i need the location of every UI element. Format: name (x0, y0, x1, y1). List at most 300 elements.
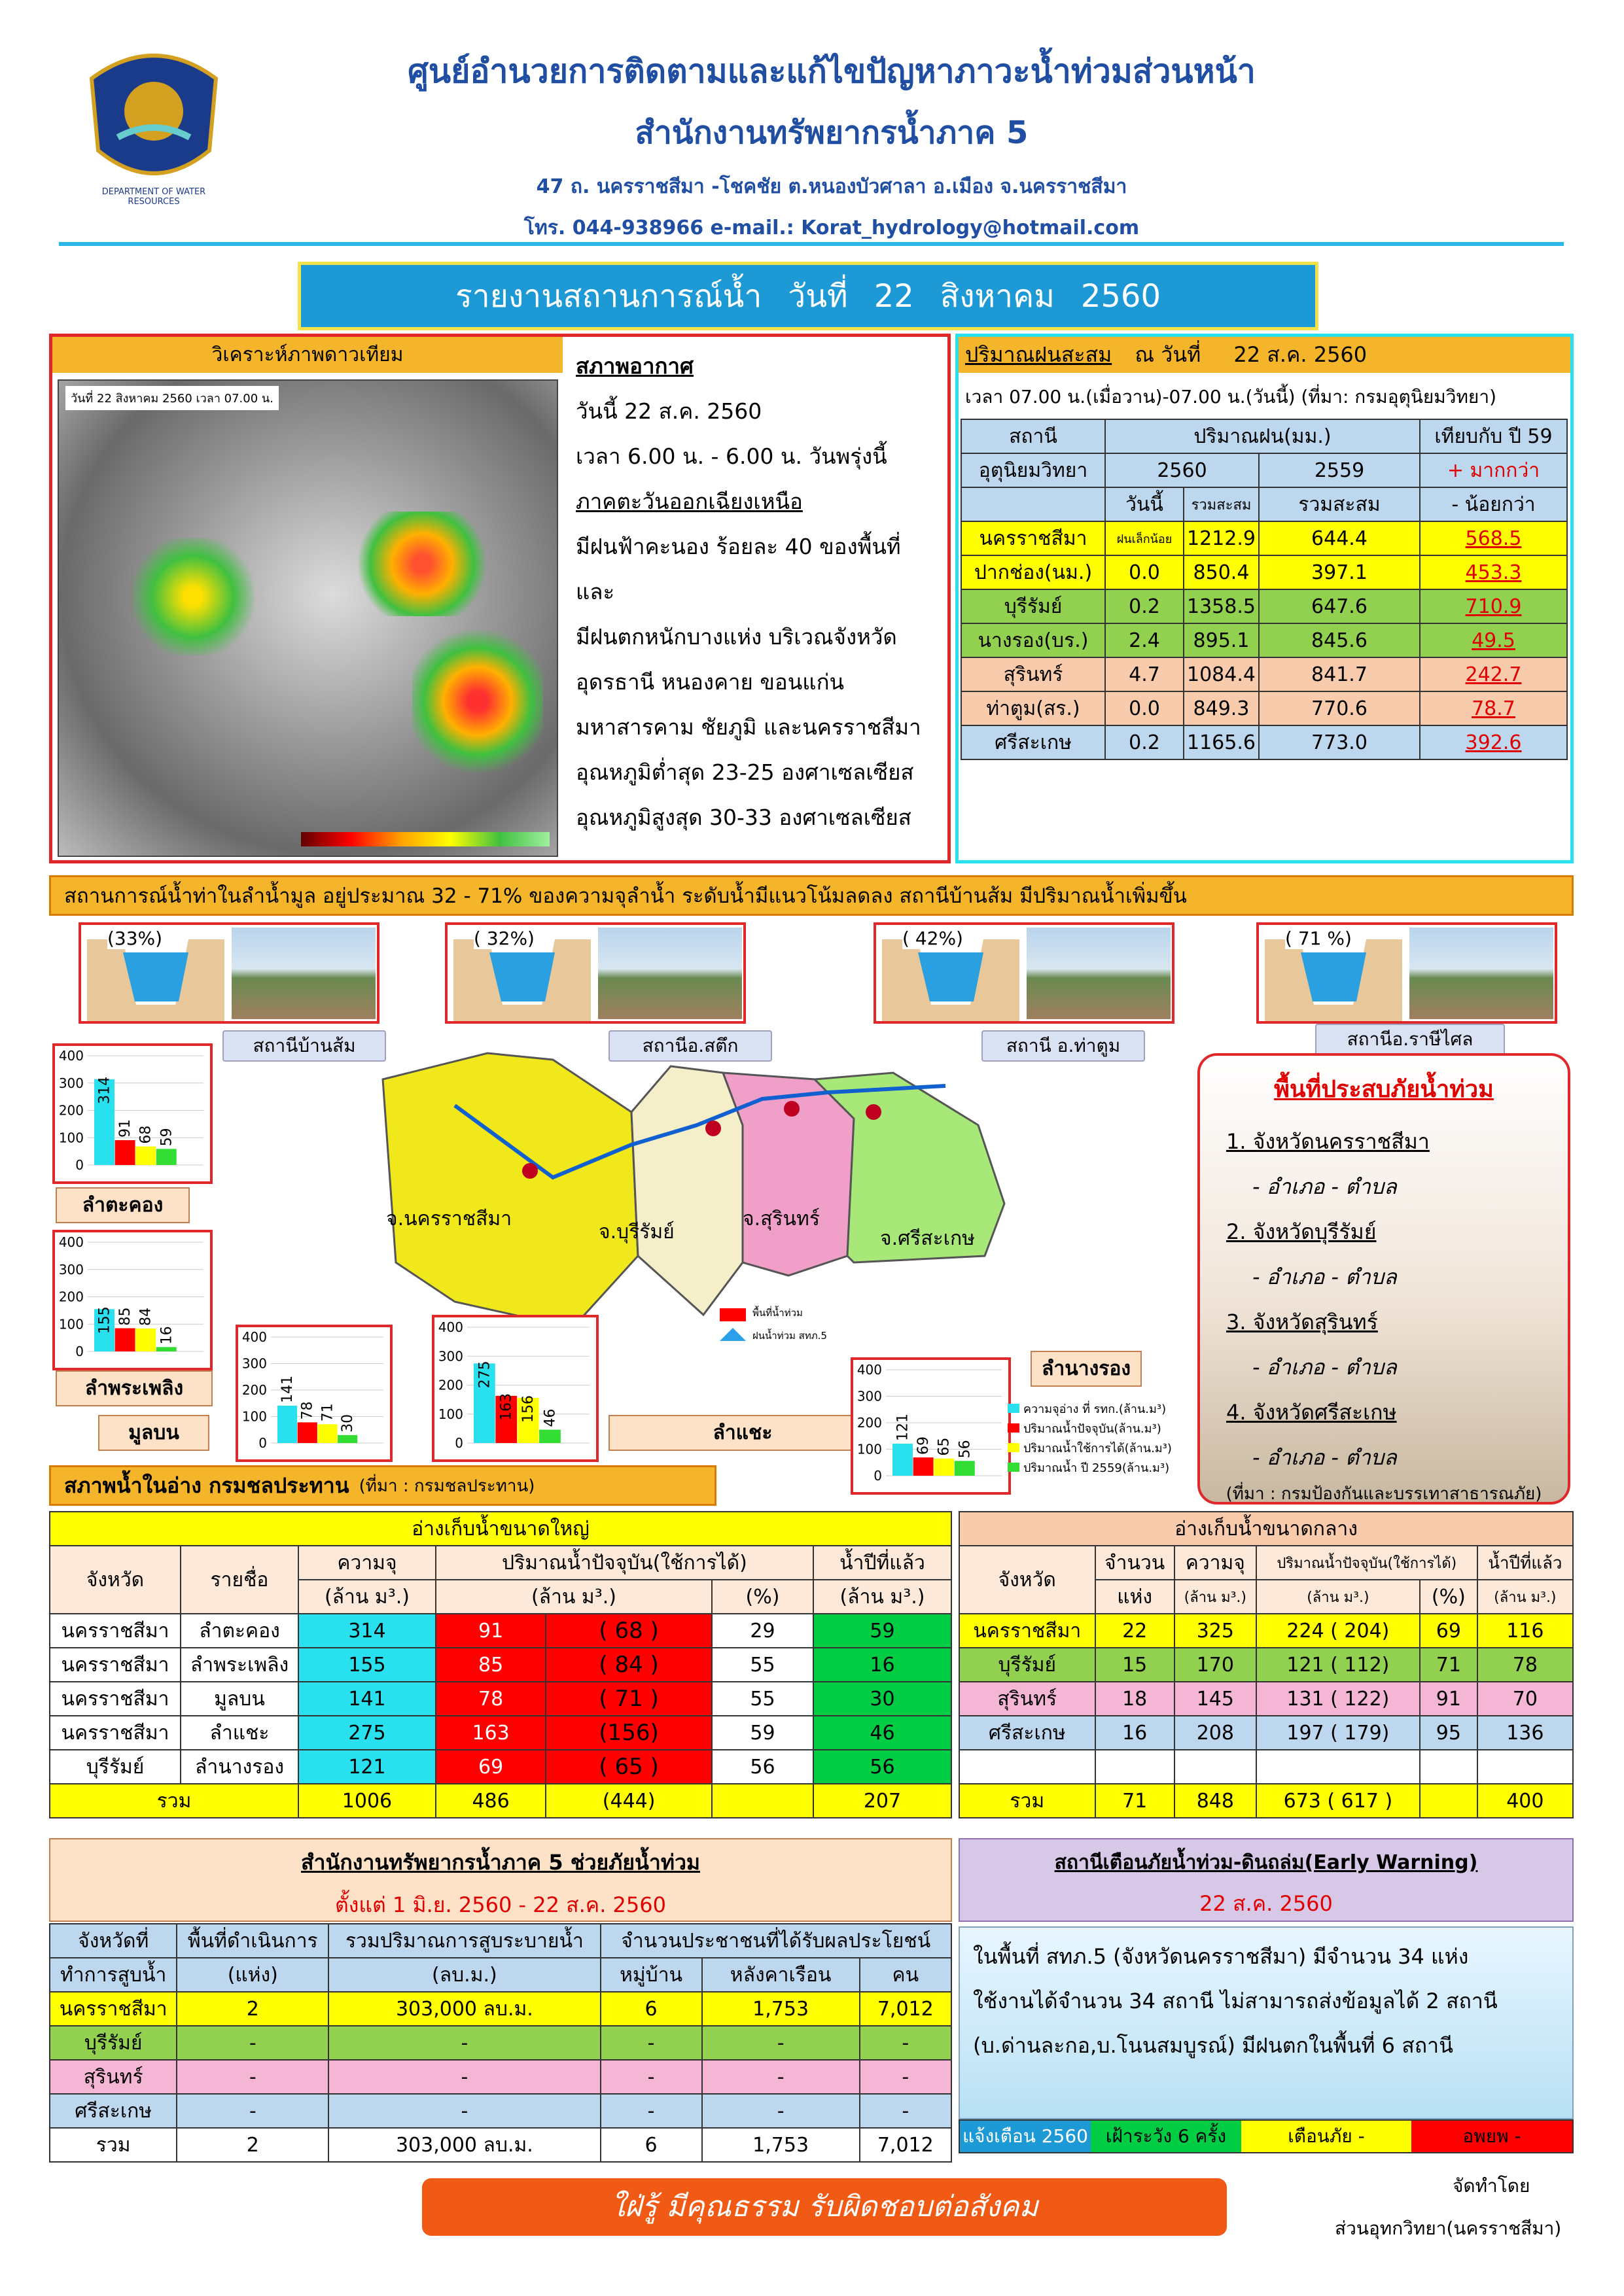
report-year: 2560 (1080, 277, 1161, 315)
relief-cell: สุรินทร์ (50, 2060, 177, 2094)
bar (338, 1435, 357, 1443)
relief-row (50, 2094, 951, 2128)
medium-dam-cell: 91 (1420, 1682, 1477, 1716)
medium-dam-cell: 95 (1420, 1716, 1477, 1750)
chart-title: ลำตะคอง (56, 1187, 190, 1223)
rain-cell: 770.6 (1259, 691, 1420, 725)
warn-bar-watch: เฝ้าระวัง 6 ครั้ง (1091, 2121, 1241, 2152)
medium-dam-row (959, 1682, 1573, 1716)
header-rule (59, 242, 1564, 246)
rain-cell: 78.7 (1420, 691, 1567, 725)
ld-h-pct: (%) (712, 1580, 813, 1614)
relief-cell: 7,012 (860, 2128, 951, 2162)
relief-cell: 303,000 ลบ.ม. (328, 2128, 600, 2162)
weather-line: อุณหภูมิต่ำสุด 23-25 องศาเซลเซียส (576, 759, 914, 785)
large-dam-row (50, 1614, 951, 1648)
rain-title (959, 337, 1570, 373)
medium-dam-title: อ่างเก็บน้ำขนาดกลาง (959, 1512, 1573, 1546)
tick-label: 100 (438, 1406, 463, 1422)
relief-cell: - (702, 2026, 860, 2060)
medium-dam-cell: 22 (1095, 1614, 1174, 1648)
rain-cell: 568.5 (1420, 521, 1567, 555)
station-box (79, 922, 380, 1024)
station-pct: ( 32%) (474, 928, 535, 949)
rl-h-4: รวมปริมาณการสูบระบายน้ำ (328, 1924, 600, 1958)
dam-title: สภาพน้ำในอ่าง กรมชลประทาน (64, 1472, 349, 1498)
medium-dam-cell: 208 (1174, 1716, 1256, 1750)
weather-line: เวลา 6.00 น. - 6.00 น. วันพรุ่งนี้ (576, 444, 887, 469)
large-dam-total-cell: 207 (813, 1784, 951, 1818)
rl-h-9: คน (860, 1958, 951, 1992)
station-photo (232, 928, 376, 1019)
medium-dam-cell: 131 ( 122) (1256, 1682, 1420, 1716)
ld-h-unit: (ล้าน ม³.) (298, 1580, 436, 1614)
large-dam-total (50, 1784, 951, 1818)
report-date-word: วันที่ (788, 277, 848, 315)
large-dam-total-empty (712, 1784, 813, 1818)
relief-row (50, 2128, 951, 2162)
medium-dam-total-cell: 848 (1174, 1784, 1256, 1818)
warn-bar-alert: เตือนภัย - (1241, 2121, 1411, 2152)
relief-cell: บุรีรัมย์ (50, 2026, 177, 2060)
rain-cell: 0.0 (1105, 691, 1184, 725)
rl-h-7: หมู่บ้าน (601, 1958, 702, 1992)
ld-h-name: รายชื่อ (181, 1546, 298, 1614)
legend-label: ความจุอ่าง ที่ รทก.(ล้าน.ม³) (1023, 1402, 1167, 1416)
tick-label: 400 (856, 1362, 882, 1378)
large-dam-cell: ( 71 ) (546, 1682, 712, 1716)
large-dam-total-cell: 486 (436, 1784, 546, 1818)
rain-row (961, 725, 1567, 759)
medium-dam-cell: 224 ( 204) (1256, 1614, 1420, 1648)
legend-swatch (1008, 1404, 1019, 1413)
reservoir-chart (52, 1043, 213, 1184)
bar (955, 1461, 975, 1476)
warn-date: 22 ส.ค. 2560 (1199, 1891, 1333, 1916)
chart-title: ลำนางรอง (1031, 1351, 1142, 1387)
legend-label: ปริมาณน้ำปัจจุบัน(ล้าน.ม³) (1023, 1422, 1161, 1436)
rl-h-2: พื้นที่ดำเนินการ (177, 1924, 328, 1958)
rain-row (961, 521, 1567, 555)
relief-title: สำนักงานทรัพยากรน้ำภาค 5 ช่วยภัยน้ำท่วม (300, 1850, 700, 1875)
data-label: 85 (117, 1307, 134, 1326)
org-title: ศูนย์อำนวยการติดตามและแก้ไขปัญหาภาวะน้ำท่วมส่วนหน้า (408, 52, 1256, 90)
data-label: 30 (340, 1414, 357, 1433)
md-h-last: น้ำปีที่แล้ว (1477, 1546, 1573, 1580)
ld-h-prov: จังหวัด (50, 1546, 181, 1614)
rain-cell: 0.2 (1105, 725, 1184, 759)
reservoir-chart (432, 1315, 599, 1462)
medium-dam-cell: 170 (1174, 1648, 1256, 1682)
relief-cell: 1,753 (702, 2128, 860, 2162)
relief-cell: - (702, 2060, 860, 2094)
dam-source: (ที่มา : กรมชลประทาน) (359, 1476, 535, 1496)
medium-dam-cell: 136 (1477, 1716, 1573, 1750)
relief-cell: ศรีสะเกษ (50, 2094, 177, 2128)
rain-cell: 392.6 (1420, 725, 1567, 759)
tick-label: 200 (241, 1382, 267, 1398)
rain-h-cum: รวมสะสม (1184, 487, 1259, 521)
medium-dam-cell: 325 (1174, 1614, 1256, 1648)
large-dam-cell: 275 (298, 1716, 436, 1750)
legend-item (1008, 1439, 1172, 1459)
relief-cell: - (328, 2060, 600, 2094)
map-label-sisaket: จ.ศรีสะเกษ (880, 1227, 975, 1250)
reservoir-chart (236, 1325, 393, 1462)
tick-label: 300 (856, 1388, 882, 1404)
rain-cell: ศรีสะเกษ (961, 725, 1105, 759)
satellite-stamp: วันที่ 22 สิงหาคม 2560 เวลา 07.00 น. (65, 386, 279, 410)
large-dam-cell: ( 68 ) (546, 1614, 712, 1648)
chart-legend (1008, 1400, 1172, 1478)
relief-cell: - (328, 2094, 600, 2128)
medium-dam-cell: 18 (1095, 1682, 1174, 1716)
rl-h-0: จังหวัดที่ (50, 1924, 177, 1958)
flood-title: พื้นที่ประสบภัยน้ำท่วม (1274, 1076, 1494, 1103)
data-label: 156 (520, 1395, 537, 1423)
tick-label: 0 (75, 1344, 84, 1359)
relief-cell: 6 (601, 1992, 702, 2026)
legend-swatch (1008, 1423, 1019, 1433)
relief-cell: - (860, 2060, 951, 2094)
rain-cell: 773.0 (1259, 725, 1420, 759)
medium-dam-cell: สุรินทร์ (959, 1682, 1095, 1716)
rain-cell: 1358.5 (1184, 589, 1259, 623)
data-label: 314 (96, 1076, 113, 1104)
relief-cell: - (601, 2060, 702, 2094)
legend-item (1008, 1459, 1172, 1478)
relief-period: ตั้งแต่ 1 มิ.ย. 2560 - 22 ส.ค. 2560 (335, 1892, 666, 1917)
rain-cell: 0.0 (1105, 555, 1184, 589)
data-label: 71 (319, 1403, 336, 1422)
map-label-nakhon: จ.นครราชสีมา (386, 1208, 512, 1230)
medium-dam-cell: 15 (1095, 1648, 1174, 1682)
large-dam-cell: 121 (298, 1750, 436, 1784)
large-dam-cell: บุรีรัมย์ (50, 1750, 181, 1784)
tick-label: 300 (58, 1261, 84, 1278)
map-label-buriram: จ.บุรีรัมย์ (599, 1221, 675, 1244)
large-dam-cell: ( 84 ) (546, 1648, 712, 1682)
rain-cell: 1212.9 (1184, 521, 1259, 555)
large-dam-total-cell: (444) (546, 1784, 712, 1818)
tick-label: 100 (58, 1316, 84, 1332)
office-title: สำนักงานทรัพยากรน้ำภาค 5 (635, 114, 1029, 151)
bar (135, 1329, 156, 1351)
data-label: 141 (279, 1375, 296, 1403)
river-banner-text: สถานการณ์น้ำท่าในลำน้ำมูล อยู่ประมาณ 32 - 71% ของความจุลำน้ำ ระดับน้ำมีแนวโน้มลดลง สถานีบ้านส้ม มีปริมาณน้ำเพิ่มขึ้น (64, 884, 1187, 908)
large-dam-row (50, 1682, 951, 1716)
reservoir-chart (851, 1357, 1011, 1495)
medium-dam-cell: 78 (1477, 1648, 1573, 1682)
river-banner (49, 875, 1574, 916)
warn-header (959, 1838, 1574, 1922)
medium-dam-empty-row (959, 1750, 1573, 1784)
relief-row (50, 2026, 951, 2060)
bar (156, 1347, 177, 1351)
flood-source: (ที่มา : กรมป้องกันและบรรเทาสาธารณภัย) (1226, 1484, 1542, 1504)
data-label: 91 (117, 1119, 134, 1138)
ld-h-cur: ปริมาณน้ำปัจจุบัน(ใช้การได้) (436, 1546, 813, 1580)
relief-cell: 6 (601, 2128, 702, 2162)
warn-line: ใช้งานได้จำนวน 34 สถานี ไม่สามารถส่งข้อมูลได้ 2 สถานี (973, 1989, 1498, 2013)
station-name: สถานีอ.สตึก (609, 1030, 772, 1062)
md-h-unit: (ล้าน ม³.) (1174, 1580, 1256, 1614)
weather-line: วันนี้ 22 ส.ค. 2560 (576, 398, 762, 424)
tick-label: 100 (241, 1408, 267, 1425)
station-name: สถานีบ้านส้ม (222, 1030, 386, 1062)
large-dam-cell: 56 (813, 1750, 951, 1784)
tick-label: 400 (58, 1234, 84, 1250)
tick-label: 200 (58, 1102, 84, 1119)
rl-h-3: (แห่ง) (177, 1958, 328, 1992)
tick-label: 0 (75, 1157, 84, 1173)
weather-line: มหาสารคาม ชัยภูมิ และนครราชสีมา (576, 714, 921, 740)
station-name: สถานีอ.ราษีไศล (1315, 1024, 1505, 1055)
relief-cell: 303,000 ลบ.ม. (328, 1992, 600, 2026)
medium-dam-total-cell: รวม (959, 1784, 1095, 1818)
rain-cell: 841.7 (1259, 657, 1420, 691)
medium-dam-row (959, 1716, 1573, 1750)
rain-cell: นางรอง(บร.) (961, 623, 1105, 657)
medium-dam-cell: 16 (1095, 1716, 1174, 1750)
large-dam-cell: ลำตะคอง (181, 1614, 298, 1648)
large-dam-cell: 314 (298, 1614, 436, 1648)
rain-title-main: ปริมาณฝนสะสม (965, 342, 1112, 367)
relief-cell: - (601, 2026, 702, 2060)
medium-dam-total (959, 1784, 1573, 1818)
legend-swatch (1008, 1463, 1019, 1472)
rain-h-amount: ปริมาณฝน(มม.) (1105, 419, 1420, 453)
medium-dam-cell: 69 (1420, 1614, 1477, 1648)
rain-h-y1: 2560 (1105, 453, 1259, 487)
tick-label: 400 (241, 1329, 267, 1345)
medium-dam-cell: ศรีสะเกษ (959, 1716, 1095, 1750)
relief-cell: - (601, 2094, 702, 2128)
station-name: สถานี อ.ท่าตูม (981, 1030, 1145, 1062)
rain-cell: 4.7 (1105, 657, 1184, 691)
large-dam-total-cell: รวม (50, 1784, 298, 1818)
medium-dam-cell: 71 (1420, 1648, 1477, 1682)
weather-line: อุดรธานี หนองคาย ขอนแก่น (576, 669, 845, 695)
chart-title: ลำแชะ (609, 1415, 877, 1451)
md-h-unit3: (ล้าน ม³.) (1477, 1580, 1573, 1614)
rl-h-1: ทำการสูบน้ำ (50, 1958, 177, 1992)
relief-cell: - (860, 2094, 951, 2128)
large-dam-cell: (156) (546, 1716, 712, 1750)
rain-row (961, 657, 1567, 691)
flood-district: - อำเภอ - ตำบล (1252, 1264, 1397, 1289)
bar (115, 1329, 135, 1351)
rain-cell: 647.6 (1259, 589, 1420, 623)
large-dam-cell: นครราชสีมา (50, 1614, 181, 1648)
bar (135, 1147, 156, 1165)
relief-cell: นครราชสีมา (50, 1992, 177, 2026)
weather-line: ภาคตะวันออกเฉียงเหนือ (576, 489, 803, 514)
flood-province: 3. จังหวัดสุรินทร์ (1226, 1310, 1378, 1334)
large-dam-cell: 46 (813, 1716, 951, 1750)
tick-label: 400 (438, 1319, 463, 1335)
data-label: 46 (542, 1408, 559, 1427)
large-dam-cell: นครราชสีมา (50, 1682, 181, 1716)
flood-district: - อำเภอ - ตำบล (1252, 1355, 1397, 1380)
map-label-surin: จ.สุรินทร์ (743, 1208, 820, 1230)
large-dam-cell: นครราชสีมา (50, 1648, 181, 1682)
large-dam-cell: 29 (712, 1614, 813, 1648)
large-dam-cell: 30 (813, 1682, 951, 1716)
tick-label: 0 (874, 1468, 882, 1484)
data-label: 68 (137, 1125, 154, 1144)
large-dam-total-cell: 1006 (298, 1784, 436, 1818)
flood-panel (1197, 1053, 1570, 1505)
satellite-image (58, 379, 558, 857)
rl-h-5: (ลบ.ม.) (328, 1958, 600, 1992)
large-dam-title: อ่างเก็บน้ำขนาดใหญ่ (50, 1512, 951, 1546)
large-dam-cell: 85 (436, 1648, 546, 1682)
relief-cell: 7,012 (860, 1992, 951, 2026)
medium-dam-cell: นครราชสีมา (959, 1614, 1095, 1648)
rain-cell: 710.9 (1420, 589, 1567, 623)
large-dam-cell: 69 (436, 1750, 546, 1784)
rain-cell: 845.6 (1259, 623, 1420, 657)
weather-title: สภาพอากาศ (576, 353, 694, 379)
relief-cell: รวม (50, 2128, 177, 2162)
legend-item (1008, 1400, 1172, 1419)
rain-subtitle: เวลา 07.00 น.(เมื่อวาน)-07.00 น.(วันนี้) (ที่มา: กรมอุตุนิยมวิทยา) (965, 386, 1496, 408)
contact: โทร. 044-938966 e-mail.: Korat_hydrology@hotmail.com (523, 217, 1140, 239)
large-dam-cell: 155 (298, 1648, 436, 1682)
logo-text: DEPARTMENT OF WATER RESOURCES (101, 187, 206, 207)
large-dam-row (50, 1716, 951, 1750)
station-pct: ( 71 %) (1285, 928, 1352, 949)
station-pct: (33%) (107, 928, 163, 949)
medium-dam-cell: 145 (1174, 1682, 1256, 1716)
flood-province: 1. จังหวัดนครราชสีมา (1226, 1129, 1430, 1154)
rain-cell: นครราชสีมา (961, 521, 1105, 555)
medium-dam-table (959, 1511, 1574, 1818)
tick-label: 0 (258, 1435, 267, 1451)
large-dam-cell: ( 65 ) (546, 1750, 712, 1784)
medium-dam-cell: 70 (1477, 1682, 1573, 1716)
satellite-scale (301, 832, 550, 846)
tick-label: 200 (58, 1289, 84, 1305)
large-dam-cell: 59 (712, 1716, 813, 1750)
bar (317, 1424, 337, 1443)
medium-dam-row (959, 1648, 1573, 1682)
data-label: 16 (158, 1326, 175, 1345)
relief-row (50, 1992, 951, 2026)
warn-bar-evacuate: อพยพ - (1411, 2121, 1572, 2152)
md-h-cap: ความจุ (1174, 1546, 1256, 1580)
warn-line: (บ.ด่านละกอ,บ.โนนสมบูรณ์) มีฝนตกในพื้นที่ 6 สถานี (973, 2033, 1453, 2058)
medium-dam-cell: 116 (1477, 1614, 1573, 1648)
md-h-pct: (%) (1420, 1580, 1477, 1614)
rain-h-cum2: รวมสะสม (1259, 487, 1420, 521)
relief-cell: - (177, 2060, 328, 2094)
rain-cell: สุรินทร์ (961, 657, 1105, 691)
rain-cell: 849.3 (1184, 691, 1259, 725)
ld-h-cap: ความจุ (298, 1546, 436, 1580)
weather-line: มีฝนฟ้าคะนอง ร้อยละ 40 ของพื้นที่ และ (576, 534, 901, 604)
station-photo (598, 928, 742, 1019)
data-label: 59 (158, 1128, 175, 1147)
weather-line: มีฝนตกหนักบางแห่ง บริเวณจังหวัด (576, 624, 897, 650)
prepared-by: จัดทำโดย (1453, 2175, 1530, 2197)
rain-cell: 242.7 (1420, 657, 1567, 691)
warn-title: สถานีเตือนภัยน้ำท่วม-ดินถล่ม(Early Warning) (1054, 1851, 1478, 1874)
data-label: 121 (894, 1413, 911, 1441)
weather-line: อุณหภูมิสูงสุด 30-33 องศาเซลเซียส (576, 805, 911, 830)
warn-line: ในพื้นที่ สทภ.5 (จังหวัดนครราชสีมา) มีจำนวน 34 แห่ง (973, 1944, 1469, 1969)
station-box (1256, 922, 1557, 1024)
station-pct: ( 42%) (902, 928, 963, 949)
large-dam-cell: 59 (813, 1614, 951, 1648)
rain-cell: 2.4 (1105, 623, 1184, 657)
relief-cell: - (860, 2026, 951, 2060)
warn-bar-year: แจ้งเตือน 2560 (960, 2121, 1091, 2152)
rl-h-8: หลังคาเรือน (702, 1958, 860, 1992)
flood-province: 4. จังหวัดศรีสะเกษ (1226, 1400, 1397, 1425)
report-day: 22 (874, 277, 914, 315)
rain-cell: 850.4 (1184, 555, 1259, 589)
rain-row (961, 623, 1567, 657)
large-dam-row (50, 1750, 951, 1784)
tick-label: 0 (455, 1435, 463, 1451)
bar (277, 1406, 297, 1443)
bar (298, 1422, 317, 1443)
relief-cell: - (328, 2026, 600, 2060)
rain-h-today: วันนี้ (1105, 487, 1184, 521)
bar (934, 1459, 954, 1476)
relief-cell: - (177, 2094, 328, 2128)
station-photo (1027, 928, 1171, 1019)
rain-cell: 397.1 (1259, 555, 1420, 589)
rain-cell: 1084.4 (1184, 657, 1259, 691)
large-dam-cell: 55 (712, 1648, 813, 1682)
rain-cell: ปากช่อง(นม.) (961, 555, 1105, 589)
relief-cell: - (702, 2094, 860, 2128)
rain-row (961, 691, 1567, 725)
chart-title: มูลบน (98, 1415, 209, 1451)
report-label: รายงานสถานการณ์น้ำ (455, 277, 762, 315)
rain-row (961, 555, 1567, 589)
tick-label: 300 (438, 1348, 463, 1365)
rain-h-cmp: เทียบกับ ปี 59 (1420, 419, 1567, 453)
md-h-cur: ปริมาณน้ำปัจจุบัน(ใช้การได้) (1256, 1546, 1477, 1580)
large-dam-cell: นครราชสีมา (50, 1716, 181, 1750)
bar (115, 1140, 135, 1165)
relief-table (49, 1923, 952, 2163)
relief-cell: - (177, 2026, 328, 2060)
rain-table (961, 419, 1568, 760)
rain-cell: 453.3 (1420, 555, 1567, 589)
large-dam-cell: 141 (298, 1682, 436, 1716)
report-month: สิงหาคม (940, 277, 1055, 315)
ld-h-unit3: (ล้าน ม³.) (813, 1580, 951, 1614)
tick-label: 200 (856, 1415, 882, 1431)
rain-h-less: - น้อยกว่า (1420, 487, 1567, 521)
prepared-dept: ส่วนอุทกวิทยา(นครราชสีมา) (1335, 2218, 1562, 2239)
medium-dam-cell: 197 ( 179) (1256, 1716, 1420, 1750)
tick-label: 100 (856, 1441, 882, 1457)
station-box (445, 922, 746, 1024)
rain-h-station2: อุตุนิยมวิทยา (961, 453, 1105, 487)
rain-cell: ฝนเล็กน้อย (1105, 521, 1184, 555)
bar (539, 1430, 561, 1443)
md-h-count: จำนวน (1095, 1546, 1174, 1580)
md-h-count2: แห่ง (1095, 1580, 1174, 1614)
rain-title-date: 22 ส.ค. 2560 (1233, 342, 1368, 367)
dam-header (49, 1465, 716, 1506)
